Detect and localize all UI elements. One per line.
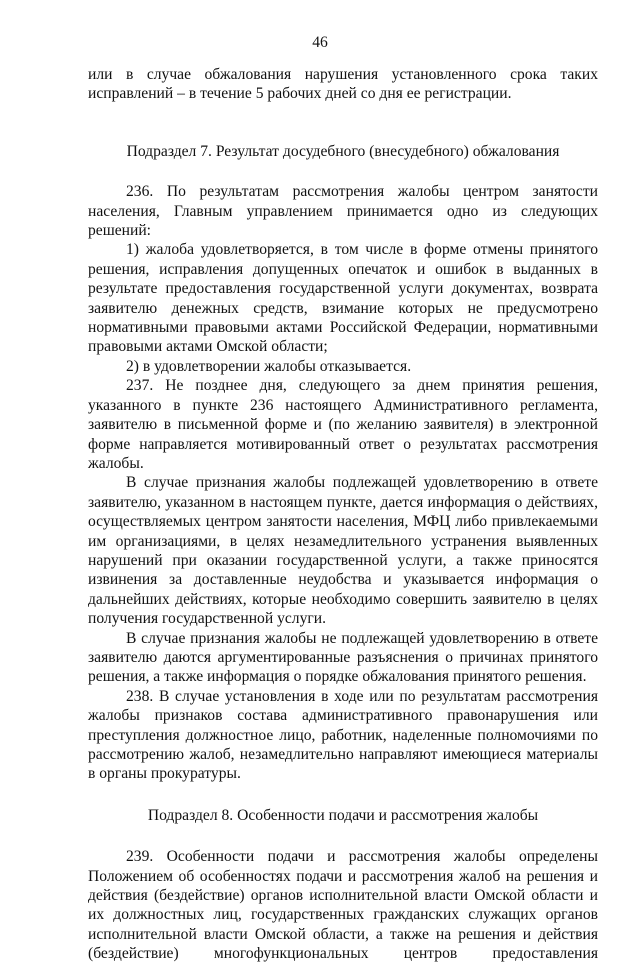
paragraph-238: 238. В случае установления в ходе или по результатам рассмотрения жалобы признаков состава административного правонарушения или преступления должностное лицо, работник, наделенные полномочиями по рассмотрению жалоб, незамедлительно направляют имеющиеся материалы в органы прокуратуры. — [88, 687, 598, 783]
continuation-paragraph: или в случае обжалования нарушения установленного срока таких исправлений – в течение 5 рабочих дней со дня ее регистрации. — [88, 66, 598, 103]
paragraph-237-b: В случае признания жалобы не подлежащей удовлетворению в ответе заявителю даются аргументированные разъяснения о причинах принятого решения, а также информация о порядке обжалования принятого решения. — [88, 629, 598, 686]
paragraph-237-a: В случае признания жалобы подлежащей удовлетворению в ответе заявителю, указанном в настоящем пункте, дается информация о действиях, осуществляемых центром занятости населения, МФЦ либо привлекаемыми им организациями, в целях незамедлительного устранения выявленных нарушений при оказании государственной услуги, а также приносятся извинения за доставленные неудобства и указывается информация о дальнейших действиях, которые необходимо совершить заявителю в целях получения государственной услуги. — [88, 474, 598, 628]
paragraph-236: 236. По результатам рассмотрения жалобы центром занятости населения, Главным управлением принимается одно из следующих решений: — [88, 183, 598, 240]
paragraph-239: 239. Особенности подачи и рассмотрения жалобы определены Положением об особенностях подачи и рассмотрения жалоб на решения и действия (бездействие) органов исполнительной власти Омской области и их должностных лиц, государственных гражданских служащих органов исполнительной власти Омской области, а также на решения и действия (бездействие) многофункциональных центров предоставления — [88, 848, 598, 963]
page-number: 46 — [312, 34, 328, 51]
subsection-8-title: Подраздел 8. Особенности подачи и рассмотрения жалобы — [147, 806, 539, 824]
document-body — [88, 65, 598, 964]
paragraph-236-item-2: 2) в удовлетворении жалобы отказывается. — [126, 357, 412, 375]
paragraph-236-item-1: 1) жалоба удовлетворяется, в том числе в форме отмены принятого решения, исправления допущенных опечаток и ошибок в выданных в результате предоставления государственной услуги документах, возврата заявителю денежных средств, взимание которых не предусмотрено нормативными правовыми актами Российской Федерации, нормативными правовыми актами Омской области; — [88, 241, 598, 356]
paragraph-237: 237. Не позднее дня, следующего за днем принятия решения, указанного в пункте 236 настоящего Административного регламента, заявителю в письменной форме и (по желанию заявителя) в электронной форме направляется мотивированный ответ о результатах рассмотрения жалобы. — [88, 377, 598, 472]
subsection-7-title: Подраздел 7. Результат досудебного (внесудебного) обжалования — [126, 142, 560, 160]
